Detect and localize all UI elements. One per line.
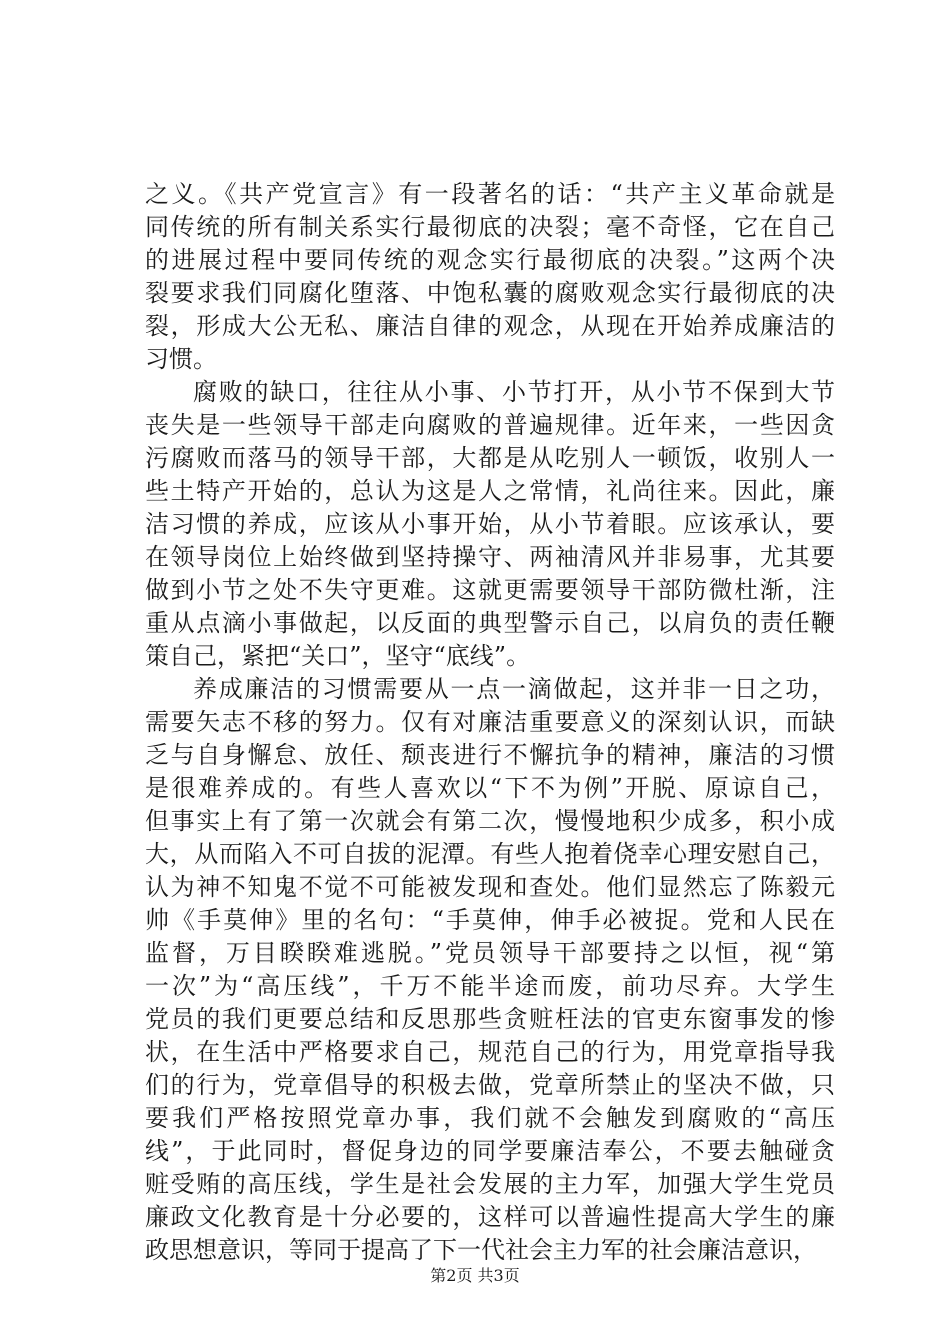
paragraph-line: 状，在生活中严格要求自己，规范自己的行为，用党章指导我	[145, 1038, 835, 1066]
paragraph-line: 腐败的缺口，往往从小事、小节打开，从小节不保到大节	[193, 378, 835, 406]
paragraph-line: 赃受贿的高压线，学生是社会发展的主力军，加强大学生党员	[145, 1170, 835, 1198]
paragraph-line: 洁习惯的养成，应该从小事开始，从小节着眼。应该承认，要	[145, 510, 835, 538]
paragraph-line: 习惯。	[145, 345, 217, 373]
paragraph-line: 污腐败而落马的领导干部，大都是从吃别人一顿饭，收别人一	[145, 444, 835, 472]
paragraph-line: 在领导岗位上始终做到坚持操守、两袖清风并非易事，尤其要	[145, 543, 835, 571]
paragraph-line: 要我们严格按照党章办事，我们就不会触发到腐败的“高压	[145, 1104, 835, 1132]
paragraph-line: 做到小节之处不失守更难。这就更需要领导干部防微杜渐，注	[145, 576, 835, 604]
paragraph-line: 需要矢志不移的努力。仅有对廉洁重要意义的深刻认识，而缺	[145, 708, 835, 736]
paragraph-line: 帅《手莫伸》里的名句：“手莫伸，伸手必被捉。党和人民在	[145, 906, 835, 934]
paragraph-line: 监督，万目睽睽难逃脱。”党员领导干部要持之以恒，视“第	[145, 939, 835, 967]
paragraph-line: 同传统的所有制关系实行最彻底的决裂；毫不奇怪，它在自己	[145, 213, 835, 241]
paragraph	[145, 673, 835, 1267]
paragraph	[145, 376, 835, 673]
paragraph-line: 政思想意识，等同于提高了下一代社会主力军的社会廉洁意识，	[145, 1236, 817, 1264]
paragraph-line: 重从点滴小事做起，以反面的典型警示自己，以肩负的责任鞭	[145, 609, 835, 637]
paragraph-line: 线”，于此同时，督促身边的同学要廉洁奉公，不要去触碰贪	[145, 1137, 835, 1165]
document-body	[145, 178, 835, 1267]
paragraph-line: 是很难养成的。有些人喜欢以“下不为例”开脱、原谅自己，	[145, 774, 835, 802]
paragraph-line: 党员的我们更要总结和反思那些贪赃枉法的官吏东窗事发的惨	[145, 1005, 835, 1033]
paragraph-line: 廉政文化教育是十分必要的，这样可以普遍性提高大学生的廉	[145, 1203, 835, 1231]
paragraph-line: 大，从而陷入不可自拔的泥潭。有些人抱着侥幸心理安慰自己，	[145, 840, 835, 868]
paragraph-line: 之义。《共产党宣言》有一段著名的话：“共产主义革命就是	[145, 180, 835, 208]
paragraph-line: 裂要求我们同腐化堕落、中饱私囊的腐败观念实行最彻底的决	[145, 279, 835, 307]
paragraph-line: 乏与自身懈怠、放任、颓丧进行不懈抗争的精神，廉洁的习惯	[145, 741, 835, 769]
paragraph	[145, 178, 835, 376]
paragraph-line: 的进展过程中要同传统的观念实行最彻底的决裂。”这两个决	[145, 246, 835, 274]
paragraph-line: 但事实上有了第一次就会有第二次，慢慢地积少成多，积小成	[145, 807, 835, 835]
paragraph-line: 些土特产开始的，总认为这是人之常情，礼尚往来。因此，廉	[145, 477, 835, 505]
paragraph-line: 裂，形成大公无私、廉洁自律的观念，从现在开始养成廉洁的	[145, 312, 835, 340]
paragraph-line: 一次”为“高压线”，千万不能半途而废，前功尽弃。大学生	[145, 972, 835, 1000]
paragraph-line: 们的行为，党章倡导的积极去做，党章所禁止的坚决不做，只	[145, 1071, 835, 1099]
paragraph-line: 养成廉洁的习惯需要从一点一滴做起，这并非一日之功，	[193, 675, 835, 703]
page-footer: 第2页 共3页	[430, 1266, 520, 1285]
paragraph-line: 丧失是一些领导干部走向腐败的普遍规律。近年来，一些因贪	[145, 411, 835, 439]
paragraph-line: 认为神不知鬼不觉不可能被发现和查处。他们显然忘了陈毅元	[145, 873, 835, 901]
paragraph-line: 策自己，紧把“关口”，坚守“底线”。	[145, 642, 531, 670]
